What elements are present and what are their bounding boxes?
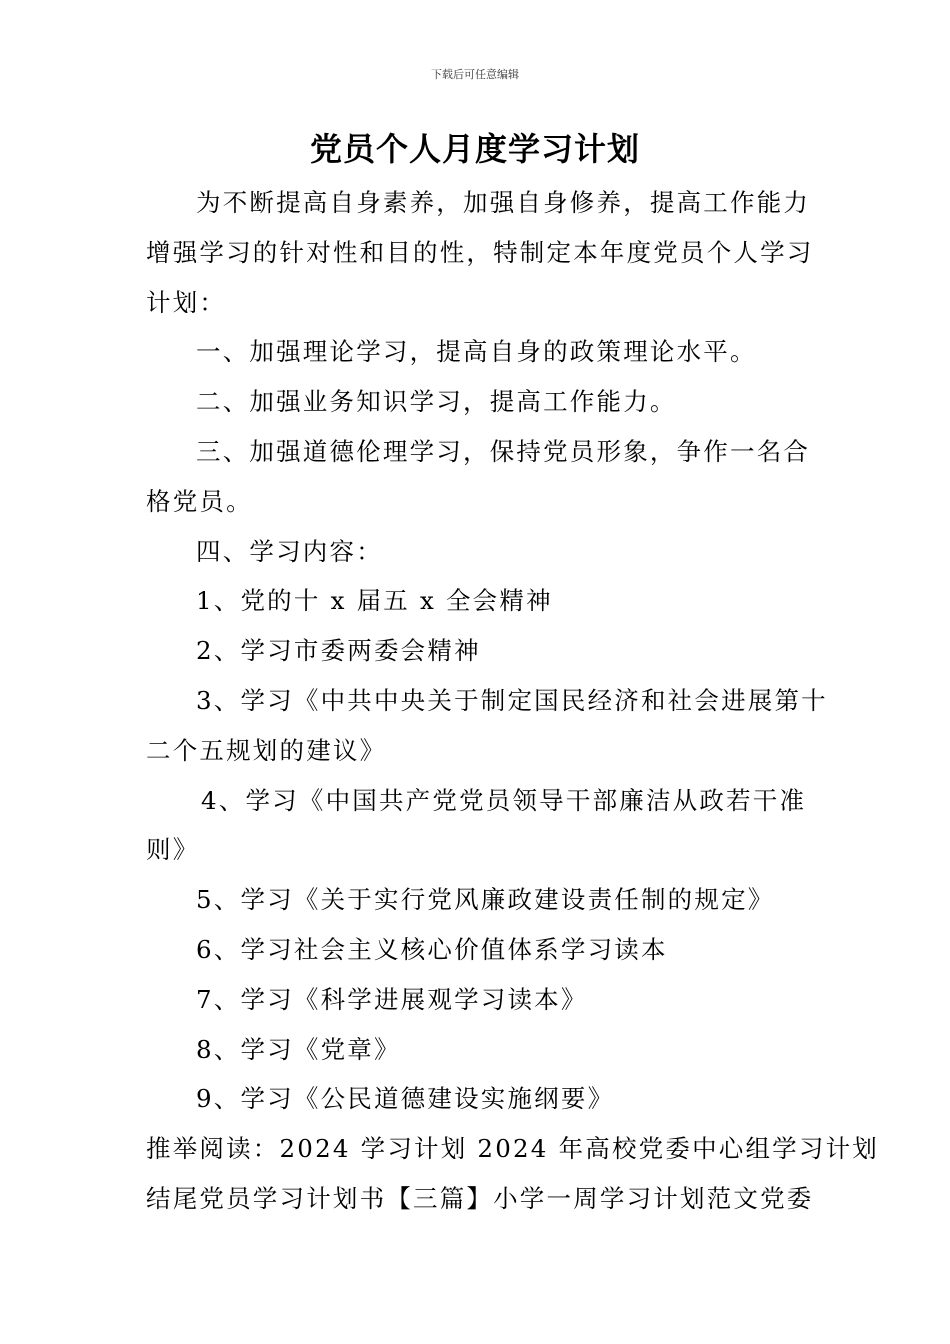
list-item: 9、学习《公民道德建设实施纲要》 bbox=[196, 1084, 615, 1114]
paragraph-line: 三、加强道德伦理学习，保持党员形象，争作一名合 bbox=[196, 436, 811, 466]
recommended-reading-line: 推举阅读：2024 学习计划 2024 年高校党委中心组学习计划 bbox=[146, 1134, 879, 1164]
list-item-continued: 则》 bbox=[146, 835, 200, 865]
document-body bbox=[146, 178, 879, 1224]
list-item: 6、学习社会主义核心价值体系学习读本 bbox=[196, 934, 668, 964]
paragraph-line: 格党员。 bbox=[146, 486, 253, 516]
list-item: 7、学习《科学进展观学习读本》 bbox=[196, 984, 588, 1014]
paragraph-line: 二、加强业务知识学习，提高工作能力。 bbox=[196, 387, 677, 417]
paragraph-line: 增强学习的针对性和目的性，特制定本年度党员个人学习 bbox=[146, 237, 814, 267]
list-item: 4、学习《中国共产党党员领导干部廉洁从政若干准 bbox=[201, 785, 807, 815]
list-item: 1、党的十 x 届五 x 全会精神 bbox=[196, 586, 553, 616]
document-title: 党员个人月度学习计划 bbox=[309, 130, 640, 168]
list-item: 3、学习《中共中央关于制定国民经济和社会进展第十 bbox=[196, 685, 828, 715]
header-note: 下载后可任意编辑 bbox=[431, 68, 519, 81]
recommended-reading-line: 结尾党员学习计划书【三篇】小学一周学习计划范文党委 bbox=[146, 1183, 814, 1213]
list-item: 8、学习《党章》 bbox=[196, 1034, 401, 1064]
paragraph-line: 计划： bbox=[146, 287, 227, 317]
list-item: 2、学习市委两委会精神 bbox=[196, 636, 481, 666]
paragraph-line: 一、加强理论学习，提高自身的政策理论水平。 bbox=[196, 337, 757, 367]
paragraph-line: 为不断提高自身素养，加强自身修养，提高工作能力 bbox=[196, 188, 811, 217]
paragraph-line: 四、学习内容： bbox=[196, 536, 383, 566]
list-item: 5、学习《关于实行党风廉政建设责任制的规定》 bbox=[196, 885, 775, 915]
list-item-continued: 二个五规划的建议》 bbox=[146, 735, 387, 765]
